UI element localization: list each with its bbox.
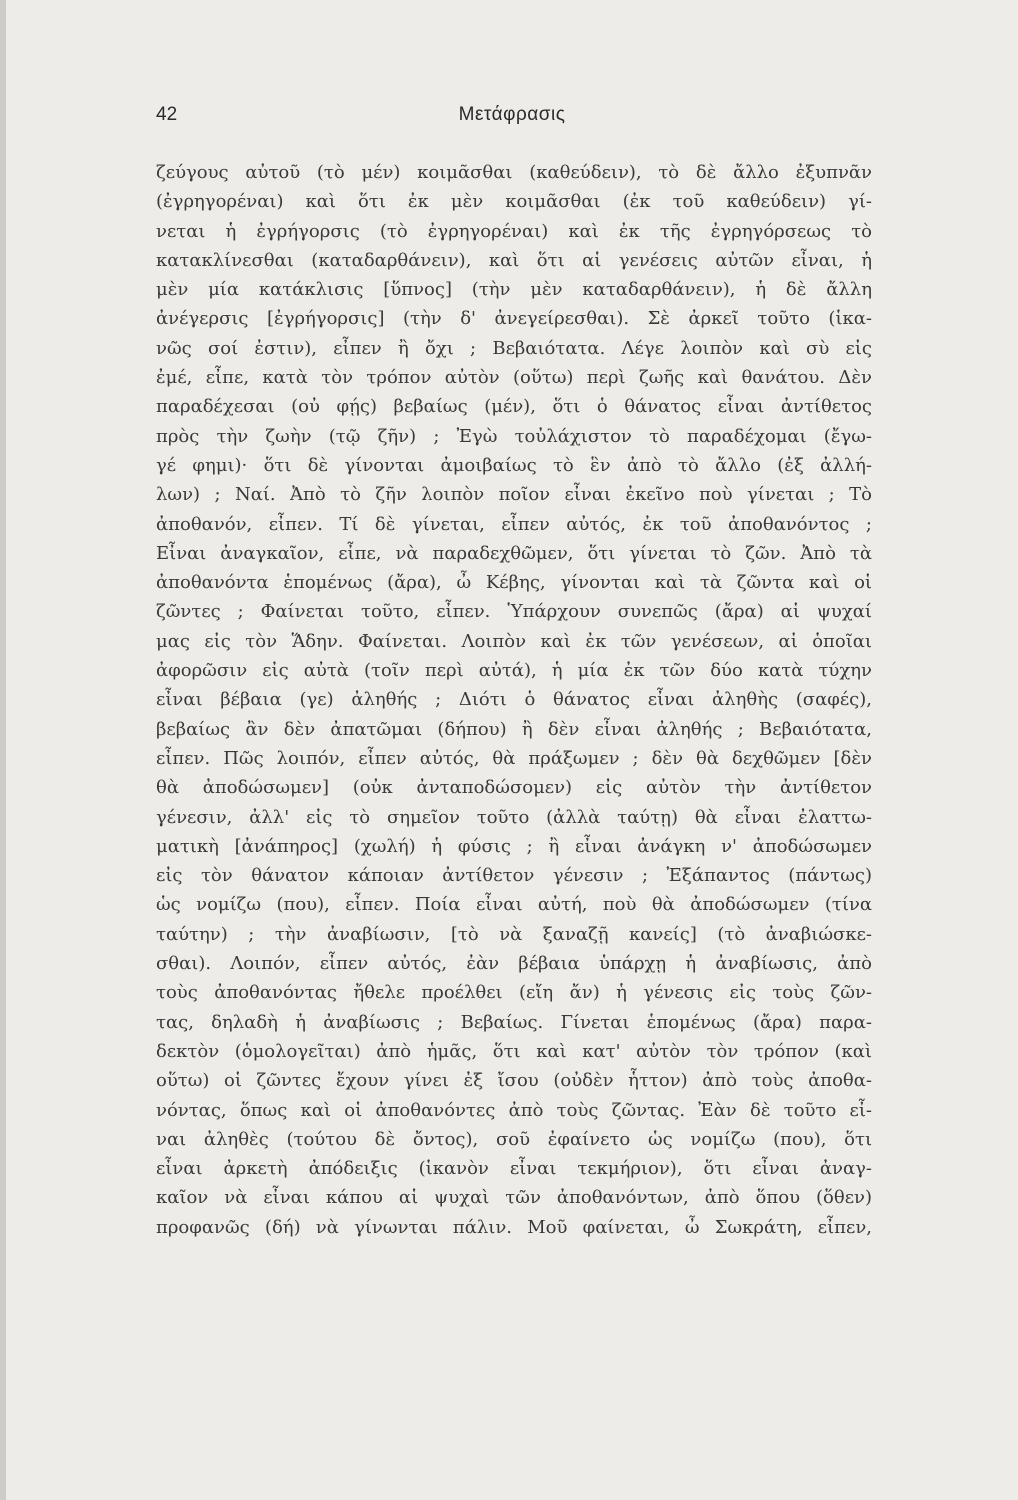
text-line: πρὸς τὴν ζωὴν (τῷ ζῆν) ; Ἐγὼ τοὐλάχιστον τὸ παραδέχομαι (ἔγω- xyxy=(156,425,872,447)
page-header xyxy=(156,104,868,134)
text-line: νόντας, ὅπως καὶ οἱ ἀποθανόντες ἀπὸ τοὺς ζῶντας. Ἐὰν δὲ τοῦτο εἶ- xyxy=(156,1099,872,1121)
text-line: καῖον νὰ εἶναι κάπου αἱ ψυχαὶ τῶν ἀποθανόντων, ἀπὸ ὅπου (ὅθεν) xyxy=(156,1187,872,1209)
text-line: λων) ; Ναί. Ἀπὸ τὸ ζῆν λοιπὸν ποῖον εἶναι ἐκεῖνο ποὺ γίνεται ; Τὸ xyxy=(156,484,872,506)
text-line: εἶπεν. Πῶς λοιπόν, εἶπεν αὐτός, θὰ πράξωμεν ; δὲν θὰ δεχθῶμεν [δὲν xyxy=(156,747,872,769)
text-line: Εἶναι ἀναγκαῖον, εἶπε, νὰ παραδεχθῶμεν, ὅτι γίνεται τὸ ζῶν. Ἀπὸ τὰ xyxy=(156,542,872,564)
text-line: βεβαίως ἂν δὲν ἀπατῶμαι (δήπου) ἢ δὲν εἶναι ἀληθής ; Βεβαιότατα, xyxy=(156,718,872,740)
text-line: προφανῶς (δή) νὰ γίνωνται πάλιν. Μοῦ φαίνεται, ὦ Σωκράτη, εἶπεν, xyxy=(156,1216,872,1238)
text-line: ἀφορῶσιν εἰς αὐτὰ (τοῖν περὶ αὐτά), ἡ μία ἐκ τῶν δύο κατὰ τύχην xyxy=(156,660,872,682)
text-line: ζῶντες ; Φαίνεται τοῦτο, εἶπεν. Ὑπάρχουν συνεπῶς (ἄρα) αἱ ψυχαί xyxy=(156,601,872,623)
text-line: εἰς τὸν θάνατον κάποιαν ἀντίθετον γένεσιν ; Ἐξάπαντος (πάντως) xyxy=(156,865,872,887)
text-line: ἀποθανόντα ἑπομένως (ἄρα), ὦ Κέβης, γίνονται καὶ τὰ ζῶντα καὶ οἱ xyxy=(156,572,872,594)
text-line: νεται ἡ ἐγρήγορσις (τὸ ἐγρηγορέναι) καὶ ἐκ τῆς ἐγρηγόρσεως τὸ xyxy=(156,220,872,242)
text-line: γένεσιν, ἀλλ' εἰς τὸ σημεῖον τοῦτο (ἀλλὰ ταύτῃ) θὰ εἶναι ἐλαττω- xyxy=(156,806,872,828)
page-number: 42 xyxy=(156,104,178,125)
text-line: ἀνέγερσις [ἐγρήγορσις] (τὴν δ' ἀνεγείρεσθαι). Σὲ ἀρκεῖ τοῦτο (ἱκα- xyxy=(156,308,872,330)
text-line: ὡς νομίζω (που), εἶπεν. Ποία εἶναι αὐτή, ποὺ θὰ ἀποδώσωμεν (τίνα xyxy=(156,894,872,916)
text-line: σθαι). Λοιπόν, εἶπεν αὐτός, ἐὰν βέβαια ὑπάρχῃ ἡ ἀναβίωσις, ἀπὸ xyxy=(156,953,872,975)
text-line: θὰ ἀποδώσωμεν] (οὐκ ἀνταποδώσομεν) εἰς αὐτὸν τὴν ἀντίθετον xyxy=(156,777,872,799)
text-line: παραδέχεσαι (οὐ φῄς) βεβαίως (μέν), ὅτι ὁ θάνατος εἶναι ἀντίθετος xyxy=(156,396,872,418)
text-line: μὲν μία κατάκλισις [ὕπνος] (τὴν μὲν καταδαρθάνειν), ἡ δὲ ἄλλη xyxy=(156,279,872,301)
text-line: τοὺς ἀποθανόντας ἤθελε προέλθει (εἴη ἄν) ἡ γένεσις εἰς τοὺς ζῶν- xyxy=(156,982,872,1004)
text-line: ἐμέ, εἶπε, κατὰ τὸν τρόπον αὐτὸν (οὕτω) περὶ ζωῆς καὶ θανάτου. Δὲν xyxy=(156,367,872,389)
text-line: ναι ἀληθὲς (τούτου δὲ ὄντος), σοῦ ἐφαίνετο ὡς νομίζω (που), ὅτι xyxy=(156,1128,872,1150)
running-title: Μετάφρασις xyxy=(458,104,566,125)
text-line: ταύτην) ; τὴν ἀναβίωσιν, [τὸ νὰ ξαναζῇ κανείς] (τὸ ἀναβιώσκε- xyxy=(156,923,872,945)
body-text xyxy=(156,158,872,1242)
text-line: νῶς σοί ἐστιν), εἶπεν ἢ ὄχι ; Βεβαιότατα. Λέγε λοιπὸν καὶ σὺ εἰς xyxy=(156,337,872,359)
text-line: εἶναι ἀρκετὴ ἀπόδειξις (ἱκανὸν εἶναι τεκμήριον), ὅτι εἶναι ἀναγ- xyxy=(156,1158,872,1180)
text-line: τας, δηλαδὴ ἡ ἀναβίωσις ; Βεβαίως. Γίνεται ἑπομένως (ἄρα) παρα- xyxy=(156,1011,872,1033)
text-line: μας εἰς τὸν Ἅδην. Φαίνεται. Λοιπὸν καὶ ἐκ τῶν γενέσεων, αἱ ὁποῖαι xyxy=(156,630,872,652)
text-line: δεκτὸν (ὁμολογεῖται) ἀπὸ ἡμᾶς, ὅτι καὶ κατ' αὐτὸν τὸν τρόπον (καὶ xyxy=(156,1040,872,1062)
text-line: ἀποθανόν, εἶπεν. Τί δὲ γίνεται, εἶπεν αὐτός, ἐκ τοῦ ἀποθανόντος ; xyxy=(156,513,872,535)
text-line: κατακλίνεσθαι (καταδαρθάνειν), καὶ ὅτι αἱ γενέσεις αὐτῶν εἶναι, ἡ xyxy=(156,249,872,271)
text-line: ζεύγους αὐτοῦ (τὸ μέν) κοιμᾶσθαι (καθεύδειν), τὸ δὲ ἄλλο ἐξυπνᾶν xyxy=(156,162,872,183)
text-line: εἶναι βέβαια (γε) ἀληθής ; Διότι ὁ θάνατος εἶναι ἀληθὴς (σαφές), xyxy=(156,689,872,711)
text-line: γέ φημι)· ὅτι δὲ γίνονται ἀμοιβαίως τὸ ἓν ἀπὸ τὸ ἄλλο (ἐξ ἀλλή- xyxy=(156,454,872,476)
text-line: ματικὴ [ἀνάπηρος] (χωλή) ἡ φύσις ; ἢ εἶναι ἀνάγκη ν' ἀποδώσωμεν xyxy=(156,835,872,857)
text-line: οὕτω) οἱ ζῶντες ἔχουν γίνει ἐξ ἴσου (οὐδὲν ἧττον) ἀπὸ τοὺς ἀποθα- xyxy=(156,1070,872,1092)
text-line: (ἐγρηγορέναι) καὶ ὅτι ἐκ μὲν κοιμᾶσθαι (ἐκ τοῦ καθεύδειν) γί- xyxy=(156,191,872,213)
